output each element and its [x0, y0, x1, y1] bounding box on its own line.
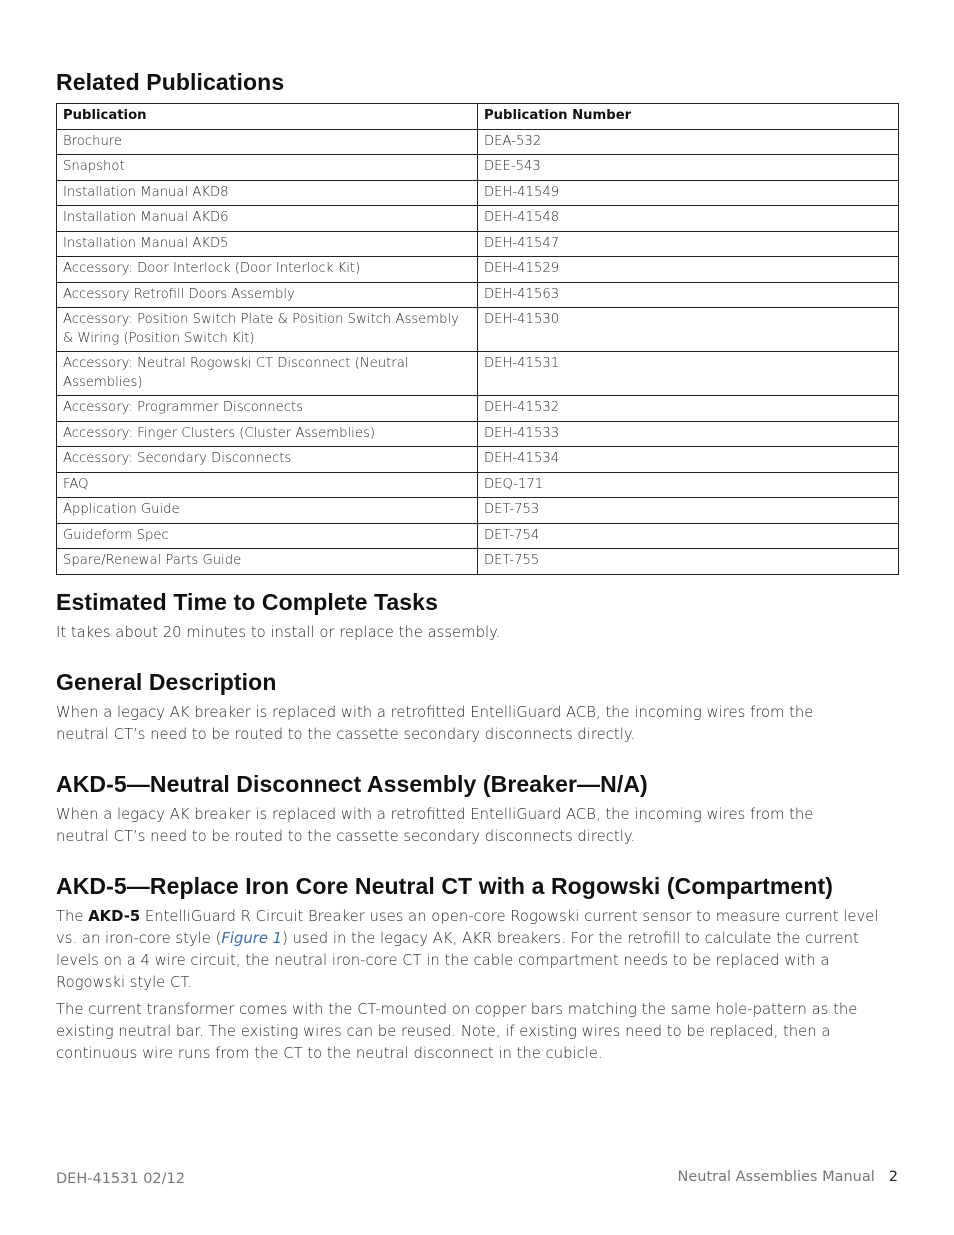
publication-cell: Accessory: Position Switch Plate & Position Switch Assembly & Wiring (Position Switch Kit)	[57, 308, 478, 352]
publication-cell: Installation Manual AKD5	[57, 231, 478, 257]
publication-number-cell: DEH-41530	[478, 308, 899, 352]
replace-ct-text-mid: EntelliGuard R Circuit Breaker uses an open-core Rogowski current sensor to measure current level vs. an iron-core style (	[56, 908, 879, 947]
publications-table	[56, 103, 899, 575]
table-row	[57, 155, 899, 181]
publication-cell: Accessory: Secondary Disconnects	[57, 447, 478, 473]
general-description-section	[56, 669, 899, 746]
figure-link[interactable]: Figure 1	[221, 930, 283, 947]
publication-number-cell: DEQ-171	[478, 472, 899, 498]
publication-number-cell: DET-754	[478, 523, 899, 549]
table-row	[57, 352, 899, 396]
publication-number-cell: DEA-532	[478, 129, 899, 155]
replace-ct-text-pre: The	[56, 908, 89, 925]
table-row	[57, 129, 899, 155]
publication-number-cell: DET-755	[478, 549, 899, 575]
table-row	[57, 421, 899, 447]
publication-number-cell: DEH-41549	[478, 180, 899, 206]
publication-cell: Application Guide	[57, 498, 478, 524]
publication-number-cell: DEH-41531	[478, 352, 899, 396]
table-header-row	[57, 104, 899, 130]
replace-ct-paragraph-2: The current transformer comes with the CT-mounted on copper bars matching the same hole-pattern as the existing neutral bar. The existing wires can be reused. Note, if existing wires need to be replaced, then a continuous wire runs from the CT to the neutral disconnect in the cubicle.	[56, 1001, 858, 1062]
publication-cell: Installation Manual AKD6	[57, 206, 478, 232]
table-row	[57, 206, 899, 232]
table-row	[57, 308, 899, 352]
table-row	[57, 523, 899, 549]
publication-cell: Accessory: Programmer Disconnects	[57, 396, 478, 422]
estimated-time-section	[56, 589, 899, 644]
publication-cell: Guideform Spec	[57, 523, 478, 549]
publication-cell: Installation Manual AKD8	[57, 180, 478, 206]
replace-ct-heading: AKD-5—Replace Iron Core Neutral CT with a Rogowski (Compartment)	[56, 873, 833, 899]
column-header-publication-number: Publication Number	[478, 104, 899, 130]
publication-cell: Accessory: Door Interlock (Door Interlock Kit)	[57, 257, 478, 283]
publication-number-cell: DEE-543	[478, 155, 899, 181]
publication-cell: Brochure	[57, 129, 478, 155]
general-description-text: When a legacy AK breaker is replaced with a retrofitted EntelliGuard ACB, the incoming wires from the neutral CT’s need to be routed to the cassette secondary disconnects directly.	[56, 704, 814, 743]
publication-number-cell: DET-753	[478, 498, 899, 524]
neutral-disconnect-text: When a legacy AK breaker is replaced with a retrofitted EntelliGuard ACB, the incoming wires from the neutral CT’s need to be routed to the cassette secondary disconnects directly.	[56, 806, 814, 845]
publication-number-cell: DEH-41534	[478, 447, 899, 473]
table-row	[57, 396, 899, 422]
general-description-heading: General Description	[56, 669, 277, 695]
table-row	[57, 180, 899, 206]
publication-cell: Accessory: Neutral Rogowski CT Disconnect (Neutral Assemblies)	[57, 352, 478, 396]
estimated-time-heading: Estimated Time to Complete Tasks	[56, 589, 438, 615]
publication-number-cell: DEH-41532	[478, 396, 899, 422]
replace-ct-paragraph-1	[56, 906, 899, 994]
publication-cell: Accessory Retrofill Doors Assembly	[57, 282, 478, 308]
footer-right	[678, 1169, 898, 1185]
replace-ct-section	[56, 873, 899, 1065]
table-row	[57, 498, 899, 524]
publication-cell: Snapshot	[57, 155, 478, 181]
publication-cell: Spare/Renewal Parts Guide	[57, 549, 478, 575]
publication-number-cell: DEH-41548	[478, 206, 899, 232]
manual-title: Neutral Assemblies Manual	[677, 1169, 875, 1185]
publication-number-cell: DEH-41529	[478, 257, 899, 283]
table-row	[57, 549, 899, 575]
table-row	[57, 472, 899, 498]
column-header-publication: Publication	[57, 104, 478, 130]
neutral-disconnect-section	[56, 771, 899, 848]
table-row	[57, 447, 899, 473]
publication-number-cell: DEH-41563	[478, 282, 899, 308]
neutral-disconnect-heading: AKD-5—Neutral Disconnect Assembly (Breaker—N/A)	[56, 771, 648, 797]
publication-cell: Accessory: Finger Clusters (Cluster Assemblies)	[57, 421, 478, 447]
publication-number-cell: DEH-41547	[478, 231, 899, 257]
estimated-time-text: It takes about 20 minutes to install or replace the assembly.	[56, 624, 501, 641]
replace-ct-text-post: ) used in the legacy AK, AKR breakers. For the retrofill to calculate the current levels on a 4 wire circuit, the neutral iron-core CT in the cable compartment needs to be replaced with a Rogowski style CT.	[56, 930, 859, 991]
publication-number-cell: DEH-41533	[478, 421, 899, 447]
table-row	[57, 231, 899, 257]
table-row	[57, 257, 899, 283]
publication-cell: FAQ	[57, 472, 478, 498]
document-number: DEH-41531 02/12	[56, 1171, 185, 1187]
related-publications-heading: Related Publications	[56, 69, 285, 95]
model-name: AKD-5	[88, 908, 141, 925]
table-row	[57, 282, 899, 308]
page-number: 2	[888, 1169, 898, 1185]
